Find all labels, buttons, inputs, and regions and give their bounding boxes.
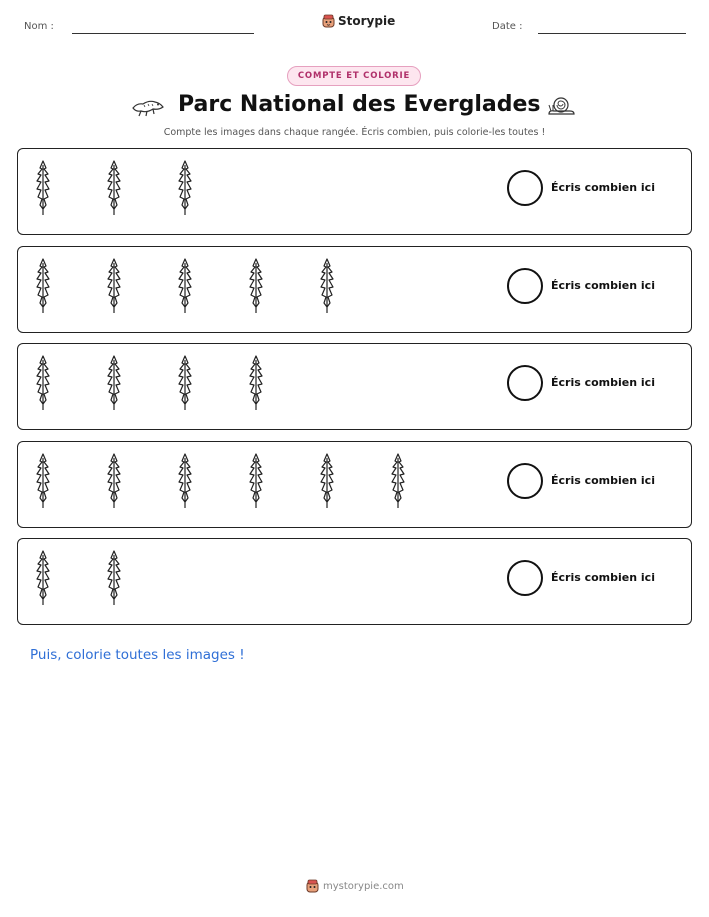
answer-label: Écris combien ici xyxy=(551,473,655,487)
sawgrass-leaf-icon[interactable] xyxy=(174,159,196,221)
answer-circle[interactable] xyxy=(507,170,543,206)
date-label: Date : xyxy=(492,21,523,32)
sawgrass-leaf-icon[interactable] xyxy=(32,159,54,221)
sawgrass-leaf-icon[interactable] xyxy=(32,452,54,514)
counting-row xyxy=(17,441,692,528)
counting-row xyxy=(17,148,692,235)
brand-name: Storypie xyxy=(338,14,396,28)
sawgrass-leaf-icon[interactable] xyxy=(103,549,125,611)
activity-badge: COMPTE ET COLORIE xyxy=(287,66,421,86)
sawgrass-leaf-icon[interactable] xyxy=(387,452,409,514)
sawgrass-leaf-icon[interactable] xyxy=(245,257,267,319)
instructions: Compte les images dans chaque rangée. Écris combien, puis colorie-les toutes ! xyxy=(163,127,546,138)
storypie-mascot-icon xyxy=(306,879,319,893)
answer-circle[interactable] xyxy=(507,365,543,401)
sawgrass-leaf-icon[interactable] xyxy=(316,452,338,514)
answer-circle[interactable] xyxy=(507,560,543,596)
sawgrass-leaf-icon[interactable] xyxy=(32,354,54,416)
sawgrass-leaf-icon[interactable] xyxy=(174,354,196,416)
sawgrass-leaf-icon[interactable] xyxy=(32,257,54,319)
sawgrass-leaf-icon[interactable] xyxy=(103,354,125,416)
worksheet-header xyxy=(0,0,709,44)
sawgrass-leaf-icon[interactable] xyxy=(103,452,125,514)
answer-label: Écris combien ici xyxy=(551,376,655,389)
brand-logo xyxy=(322,14,395,28)
name-line[interactable] xyxy=(72,33,254,34)
alligator-icon xyxy=(131,94,165,118)
answer-label: Écris combien ici xyxy=(551,278,655,292)
date-line[interactable] xyxy=(538,33,686,34)
answer-circle[interactable] xyxy=(507,268,543,304)
counting-row xyxy=(17,343,692,430)
footer-instruction: Puis, colorie toutes les images ! xyxy=(30,647,245,663)
answer-label: Écris combien ici xyxy=(551,571,655,584)
sawgrass-leaf-icon[interactable] xyxy=(103,159,125,221)
footer-url: mystorypie.com xyxy=(323,880,404,892)
title-row xyxy=(0,92,709,124)
name-label: Nom : xyxy=(24,21,54,32)
sawgrass-leaf-icon[interactable] xyxy=(316,257,338,319)
sawgrass-leaf-icon[interactable] xyxy=(103,257,125,319)
snail-icon xyxy=(546,95,576,119)
page-title: Parc National des Everglades xyxy=(178,92,541,117)
sawgrass-leaf-icon[interactable] xyxy=(245,452,267,514)
answer-label: Écris combien ici xyxy=(551,181,655,194)
sawgrass-leaf-icon[interactable] xyxy=(245,354,267,416)
sawgrass-leaf-icon[interactable] xyxy=(174,452,196,514)
sawgrass-leaf-icon[interactable] xyxy=(32,549,54,611)
counting-row xyxy=(17,538,692,625)
answer-circle[interactable] xyxy=(507,463,543,499)
counting-row xyxy=(17,246,692,333)
sawgrass-leaf-icon[interactable] xyxy=(174,257,196,319)
storypie-mascot-icon xyxy=(322,14,335,28)
footer-brand xyxy=(306,879,404,893)
